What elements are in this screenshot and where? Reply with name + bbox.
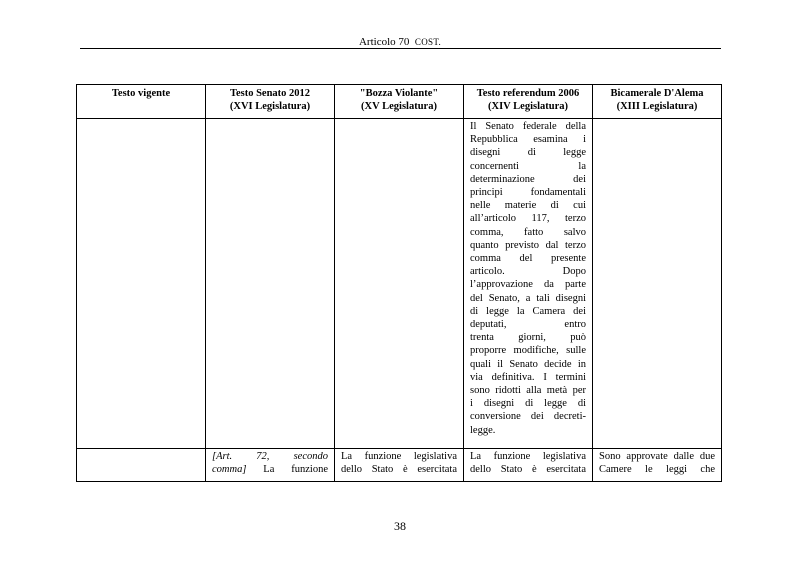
page-number: 38 — [394, 519, 406, 533]
table-cell-referendum-2006 — [464, 119, 593, 449]
cell-line: Il Senato federale della — [470, 121, 586, 132]
table-cell-empty — [593, 119, 722, 449]
column-header — [77, 85, 206, 119]
cell-line-italic-part: comma] — [212, 464, 247, 476]
cell-line: l’approvazione da parte — [470, 279, 586, 291]
table-row — [77, 449, 722, 482]
cell-line: proporre modifiche, sulle — [470, 345, 586, 357]
column-title: "Bozza Violante" — [359, 88, 439, 99]
cell-line: deputati, entro — [470, 319, 586, 331]
cell-line: quali il Senato decide in — [470, 358, 586, 370]
cell-line: [Art. 72, secondo — [212, 451, 328, 462]
cell-line: del Senato, a tali disegni — [470, 292, 586, 304]
comparison-table — [76, 84, 722, 482]
table-cell-violante — [335, 449, 464, 482]
header-rule — [80, 48, 721, 49]
running-header — [0, 36, 800, 48]
cell-line: Repubblica esamina i — [470, 134, 586, 146]
table-cell-referendum-2006 — [464, 449, 593, 482]
cell-paragraph — [335, 449, 463, 476]
cell-line: concernenti la — [470, 160, 586, 172]
cell-line: i disegni di legge di — [470, 398, 586, 410]
column-header — [464, 85, 593, 119]
column-subtitle: (XIII Legislatura) — [616, 101, 698, 112]
table-cell-empty — [206, 119, 335, 449]
cell-line: dello Stato è esercitata — [470, 464, 586, 476]
cell-paragraph — [464, 119, 592, 437]
column-subtitle: (XIV Legislatura) — [487, 101, 568, 112]
cell-line: all’articolo 117, terzo — [470, 213, 586, 225]
cell-line: conversione dei decreti- — [470, 411, 586, 423]
running-header-title: Articolo 70 — [358, 36, 410, 48]
cell-paragraph — [593, 449, 721, 476]
table-cell-empty — [335, 119, 464, 449]
cell-paragraph — [464, 449, 592, 476]
column-title: Testo referendum 2006 — [476, 88, 580, 99]
column-subtitle: (XV Legislatura) — [361, 101, 437, 112]
column-title: Testo vigente — [111, 88, 171, 99]
cell-line: nelle materie di cui — [470, 200, 586, 212]
table-header-row — [77, 85, 722, 119]
cell-line: disegni di legge — [470, 147, 586, 159]
column-subtitle: (XVI Legislatura) — [229, 101, 311, 112]
cell-line: La funzione legislativa — [341, 451, 457, 462]
column-title: Testo Senato 2012 — [229, 88, 311, 99]
cell-line: principi fondamentali — [470, 187, 586, 199]
table-row — [77, 119, 722, 449]
cell-line: quanto previsto dal terzo — [470, 239, 586, 251]
column-header — [335, 85, 464, 119]
table-cell-senato-2012 — [206, 449, 335, 482]
cell-line: trenta giorni, può — [470, 332, 586, 344]
cell-line: legge. — [470, 424, 496, 436]
cell-line: sono ridotti alla metà per — [470, 385, 586, 397]
table-cell-empty — [77, 449, 206, 482]
cell-line: comma, fatto salvo — [470, 226, 586, 238]
cell-line: determinazione dei — [470, 173, 586, 185]
cell-line: Camere le leggi che — [599, 464, 715, 476]
running-header-abbr: COST. — [414, 37, 441, 47]
cell-paragraph — [206, 449, 334, 476]
column-title: Bicamerale D'Alema — [610, 88, 704, 99]
cell-line: Sono approvate dalle due — [599, 451, 715, 462]
cell-line-rest: La funzione — [246, 464, 328, 476]
table-cell-empty — [77, 119, 206, 449]
cell-line: di legge la Camera dei — [470, 305, 586, 317]
cell-line: dello Stato è esercitata — [341, 464, 457, 476]
column-header — [593, 85, 722, 119]
cell-line: La funzione legislativa — [470, 451, 586, 462]
table-cell-dalema — [593, 449, 722, 482]
cell-line — [212, 463, 328, 476]
column-header — [206, 85, 335, 119]
cell-line: articolo. Dopo — [470, 266, 586, 278]
cell-line: comma del presente — [470, 253, 586, 265]
cell-line: via definitiva. I termini — [470, 371, 586, 383]
